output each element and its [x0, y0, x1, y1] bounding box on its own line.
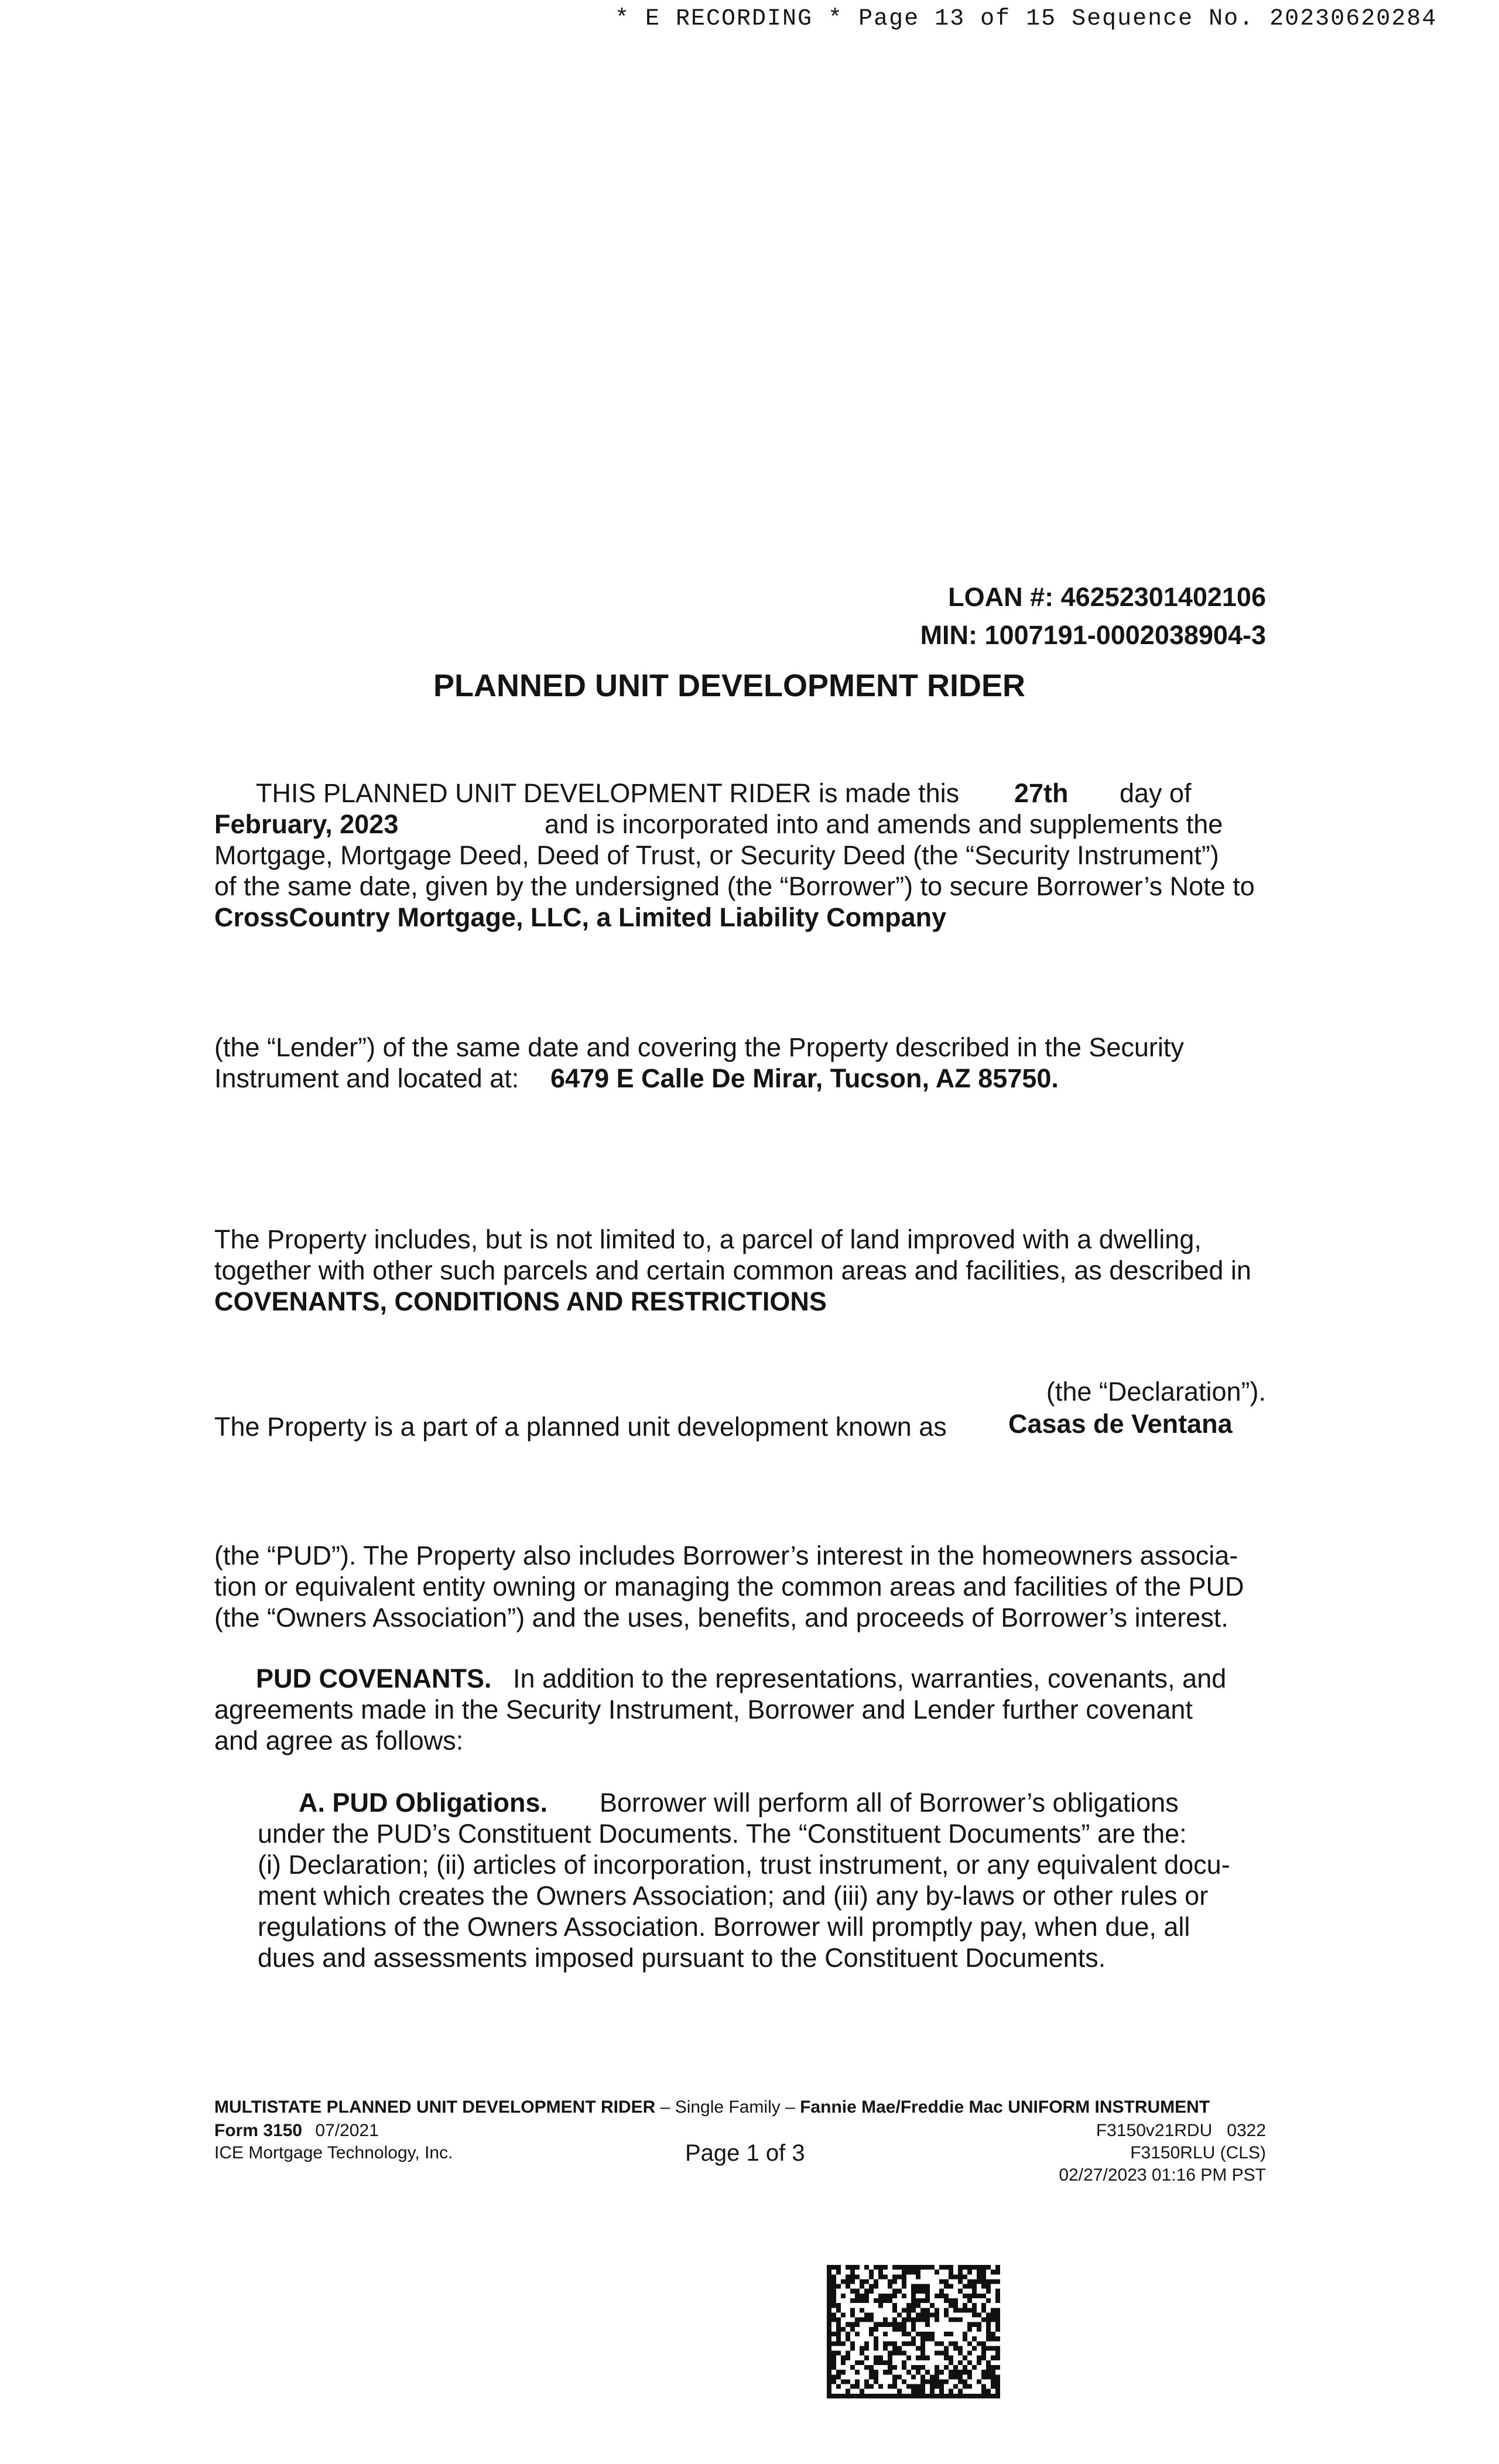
- section-a-heading: A. PUD Obligations.: [299, 1788, 548, 1818]
- intro-text-c: and is incorporated into and amends and supplements the: [545, 809, 1223, 839]
- declaration-label: (the “Declaration”).: [1046, 1377, 1266, 1406]
- form-timestamp: 02/27/2023 01:16 PM PST: [1059, 2165, 1266, 2185]
- intro-month-year: February, 2023: [214, 809, 399, 839]
- form-subtitle: Single Family: [675, 2097, 781, 2117]
- recording-header: * E RECORDING * Page 13 of 15 Sequence No. 20230620284: [615, 6, 1438, 32]
- section-a-line-3: (i) Declaration; (ii) articles of incorporation, trust instrument, or any equivalent docu-: [258, 1850, 1230, 1880]
- form-title-separator-1: –: [655, 2097, 675, 2117]
- property-address: 6479 E Calle De Mirar, Tucson, AZ 85750.: [550, 1063, 1059, 1093]
- barcode-icon: [827, 2265, 1000, 2398]
- covenants-line-1: In addition to the representations, warranties, covenants, and: [513, 1664, 1227, 1693]
- section-a-line-4: ment which creates the Owners Association; and (iii) any by-laws or other rules or: [258, 1881, 1209, 1911]
- section-a-line-6: dues and assessments imposed pursuant to the Constituent Documents.: [258, 1943, 1106, 1973]
- declaration-name: COVENANTS, CONDITIONS AND RESTRICTIONS: [214, 1286, 827, 1316]
- intro-text-b: day of: [1120, 778, 1192, 808]
- pud-name: Casas de Ventana: [1008, 1409, 1233, 1439]
- covenants-heading: PUD COVENANTS.: [256, 1664, 492, 1693]
- covenants-line-2: agreements made in the Security Instrument, Borrower and Lender further covenant: [214, 1695, 1193, 1724]
- property-para-line-1: The Property includes, but is not limited to, a parcel of land improved with a dwelling,: [214, 1224, 1202, 1254]
- document-title: PLANNED UNIT DEVELOPMENT RIDER: [433, 668, 1026, 703]
- section-a-line-1: Borrower will perform all of Borrower’s obligations: [600, 1788, 1179, 1818]
- form-code-2: F3150RLU (CLS): [1130, 2143, 1266, 2162]
- covenants-line-3: and agree as follows:: [214, 1726, 464, 1755]
- form-number-line: [214, 2120, 379, 2142]
- lender-para-line-2: Instrument and located at:: [214, 1063, 519, 1093]
- form-title-separator-2: –: [780, 2097, 800, 2117]
- company-name: ICE Mortgage Technology, Inc.: [214, 2143, 453, 2162]
- pud-para-line-2: tion or equivalent entity owning or managing the common areas and facilities of the PUD: [214, 1572, 1244, 1601]
- form-date: 07/2021: [315, 2121, 379, 2140]
- pud-line-prefix: The Property is a part of a planned unit development known as: [214, 1412, 947, 1442]
- intro-day: 27th: [1014, 778, 1069, 808]
- form-code-1: F3150v21RDU 0322: [1096, 2121, 1266, 2140]
- property-para-line-2: together with other such parcels and certain common areas and facilities, as described in: [214, 1255, 1251, 1285]
- loan-number: LOAN #: 46252301402106: [948, 582, 1266, 612]
- form-title-line: [214, 2096, 1210, 2119]
- intro-line-4: of the same date, given by the undersigned (the “Borrower”) to secure Borrower’s Note to: [214, 871, 1255, 901]
- form-number: Form 3150: [214, 2121, 303, 2140]
- section-a-line-5: regulations of the Owners Association. Borrower will promptly pay, when due, all: [258, 1912, 1190, 1942]
- min-number: MIN: 1007191-0002038904-3: [920, 620, 1266, 650]
- intro-text-a: THIS PLANNED UNIT DEVELOPMENT RIDER is made this: [256, 778, 960, 808]
- form-agency: Fannie Mae/Freddie Mac UNIFORM INSTRUMENT: [800, 2097, 1210, 2117]
- lender-para-line-1: (the “Lender”) of the same date and covering the Property described in the Security: [214, 1032, 1184, 1062]
- pud-para-line-3: (the “Owners Association”) and the uses, benefits, and proceeds of Borrower’s interest.: [214, 1603, 1228, 1633]
- lender-name: CrossCountry Mortgage, LLC, a Limited Liability Company: [214, 902, 947, 932]
- page-label: Page 1 of 3: [685, 2140, 805, 2166]
- form-title: MULTISTATE PLANNED UNIT DEVELOPMENT RIDER: [214, 2097, 656, 2117]
- intro-line-3: Mortgage, Mortgage Deed, Deed of Trust, or Security Deed (the “Security Instrument”): [214, 840, 1219, 870]
- section-a-line-2: under the PUD’s Constituent Documents. The “Constituent Documents” are the:: [258, 1819, 1187, 1849]
- pud-para-line-1: (the “PUD”). The Property also includes Borrower’s interest in the homeowners associa-: [214, 1541, 1238, 1570]
